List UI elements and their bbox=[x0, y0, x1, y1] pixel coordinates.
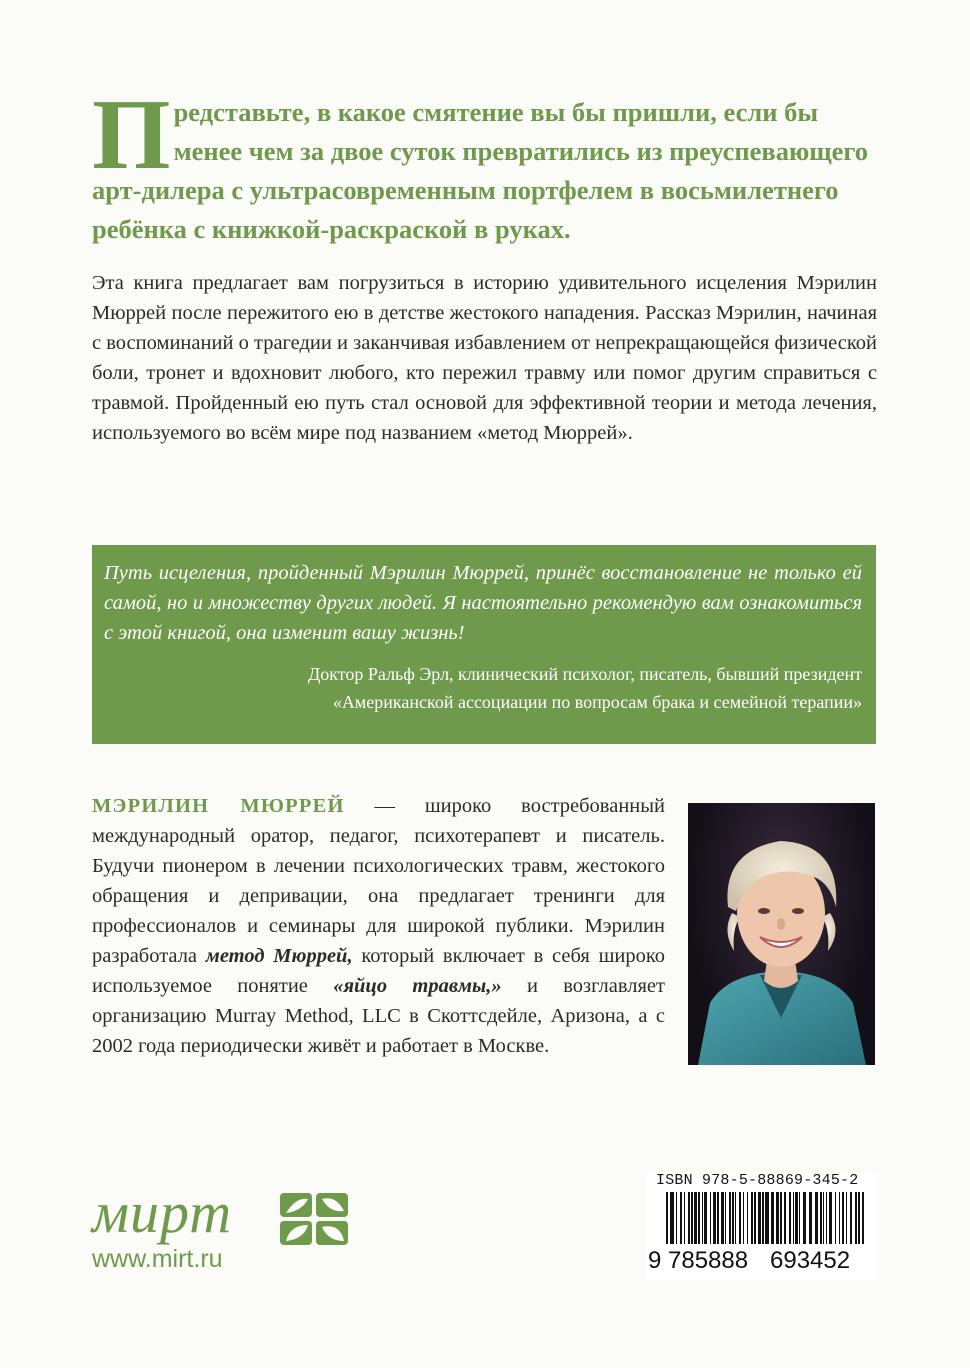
bio-text-2: который включает в себя широко используемое понятие bbox=[92, 945, 665, 997]
barcode-bar bbox=[820, 1192, 822, 1248]
testimonial-author-line1: Доктор Ральф Эрл, клинический психолог, писатель, бывший президент bbox=[308, 664, 862, 684]
lead-paragraph bbox=[92, 78, 892, 249]
barcode-bar bbox=[793, 1192, 794, 1248]
barcode bbox=[646, 1172, 877, 1280]
publisher-logo-text: мирт bbox=[92, 1180, 233, 1245]
barcode-bar bbox=[729, 1192, 731, 1248]
barcode-bar bbox=[688, 1192, 690, 1248]
barcode-bar bbox=[795, 1192, 798, 1248]
barcode-bar bbox=[751, 1192, 753, 1248]
lead-text: редставьте, в какое смятение вы бы пришли, если бы менее чем за двое суток превратились из преуспевающего арт-дилера с ультрасовременным портфелем в восьмилетнего ребёнка с книжкой-раскраской в руках. bbox=[92, 97, 868, 244]
testimonial-author-line2: «Американской ассоциации по вопросам брака и семейной терапии» bbox=[332, 692, 862, 712]
barcode-bar bbox=[680, 1192, 682, 1248]
barcode-bar bbox=[702, 1192, 703, 1248]
author-photo bbox=[688, 803, 875, 1065]
barcode-bar bbox=[842, 1192, 844, 1248]
testimonial-author bbox=[104, 660, 862, 716]
barcode-bar bbox=[691, 1192, 693, 1248]
bio-text-3: и возглавляет организацию Murray Method, LLC в Скоттсдейле, Аризона, а с 2002 года периодически живёт и работает в Москве. bbox=[92, 975, 665, 1057]
barcode-bar bbox=[713, 1192, 716, 1248]
drop-cap: П bbox=[92, 78, 171, 190]
barcode-bar bbox=[743, 1192, 744, 1248]
barcode-bar bbox=[835, 1192, 836, 1248]
barcode-bar bbox=[725, 1192, 726, 1248]
leaf-logo-icon bbox=[278, 1191, 352, 1247]
testimonial-text: Путь исцеления, пройденный Мэрилин Мюррей, принёс восстановление не только ей самой, но и множеству других людей. Я настоятельно рекомендую вам ознакомиться с этой книгой, она изменит вашу жизнь! bbox=[104, 562, 862, 644]
barcode-bar bbox=[684, 1192, 685, 1248]
testimonial-box bbox=[92, 545, 876, 744]
barcode-bar bbox=[784, 1192, 786, 1248]
barcode-bar bbox=[815, 1192, 818, 1248]
barcode-bar bbox=[780, 1192, 782, 1248]
publisher-logo bbox=[92, 1180, 372, 1283]
barcode-bar bbox=[771, 1192, 774, 1248]
bio-method: метод Мюррей, bbox=[205, 945, 353, 967]
author-bio bbox=[92, 791, 665, 1061]
barcode-bar bbox=[676, 1192, 677, 1248]
barcode-bar bbox=[809, 1192, 812, 1248]
barcode-bar bbox=[823, 1192, 824, 1248]
author-portrait-icon bbox=[688, 803, 875, 1065]
barcode-bar bbox=[799, 1192, 800, 1248]
description-paragraph: Эта книга предлагает вам погрузиться в историю удивительного исцеления Мэрилин Мюррей после пережитого ею в детстве жестокого нападения. Рассказ Мэрилин, начиная с воспоминаний о трагедии и заканчивая избавлением от непрекращающейся физической боли, тронет и вдохновит любого, кто пережил травму или помог другим справиться с травмой. Пройденный ею путь стал основой для эффективной теории и метода лечения, используемого во всём мире под названием «метод Мюррей». bbox=[92, 272, 877, 444]
barcode-bar bbox=[698, 1192, 700, 1248]
bio-egg: «яйцо травмы,» bbox=[333, 975, 502, 997]
barcode-bar bbox=[694, 1192, 697, 1248]
ean-digits bbox=[646, 1244, 877, 1278]
barcode-bar bbox=[710, 1192, 711, 1248]
publisher-url: www.mirt.ru bbox=[92, 1245, 223, 1273]
barcode-bar bbox=[826, 1192, 827, 1248]
barcode-bar bbox=[717, 1192, 719, 1248]
barcode-bar bbox=[776, 1192, 779, 1248]
barcode-bar bbox=[747, 1192, 748, 1248]
barcode-bar bbox=[739, 1192, 741, 1248]
barcode-bar bbox=[855, 1192, 857, 1248]
ean-first-digit: 9 bbox=[648, 1247, 662, 1274]
barcode-bar bbox=[754, 1192, 756, 1248]
barcode-bar bbox=[846, 1192, 847, 1248]
ean-left-group: 785888 bbox=[668, 1247, 749, 1274]
barcode-bar bbox=[704, 1192, 707, 1248]
barcode-bar bbox=[758, 1192, 761, 1248]
barcode-bar bbox=[789, 1192, 791, 1248]
barcode-bar bbox=[839, 1192, 840, 1248]
barcode-bar bbox=[732, 1192, 734, 1248]
ean-right-group: 693452 bbox=[770, 1247, 851, 1274]
barcode-bar bbox=[850, 1192, 852, 1248]
isbn-number: ISBN 978-5-88869-345-2 bbox=[656, 1172, 859, 1189]
barcode-bar bbox=[721, 1192, 724, 1248]
bio-text-1: — широко востребованный международный оратор, педагог, психотерапевт и писатель. Будучи пионером в лечении психологических травм, жестокого обращения и депривации, она предлагает тренинги для профессионалов и семинары для широкой публики. Мэрилин разработала bbox=[92, 795, 666, 967]
barcode-bar bbox=[829, 1192, 832, 1248]
barcode-bar bbox=[803, 1192, 806, 1248]
author-name: МЭРИЛИН МЮРРЕЙ bbox=[92, 795, 345, 817]
barcode-bar bbox=[768, 1192, 769, 1248]
barcode-bar bbox=[735, 1192, 736, 1248]
barcode-bar bbox=[672, 1192, 674, 1248]
